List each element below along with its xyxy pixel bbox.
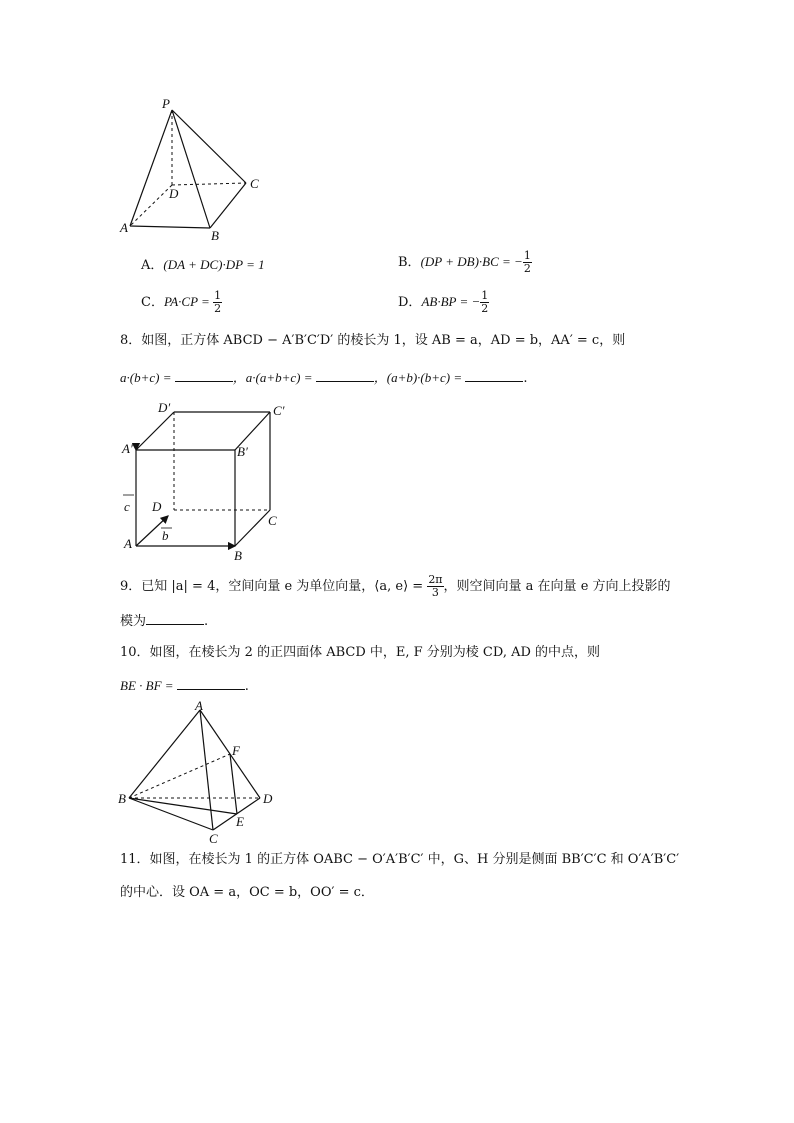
label-A: A [120, 220, 128, 235]
label-P: P [162, 96, 170, 111]
q9-line1 [120, 574, 671, 599]
label-D: D [169, 186, 179, 201]
option-A-letter: A． [141, 258, 164, 273]
edge-PA [130, 110, 172, 226]
q9-text-a: 9．已知 |a| = 4，空间向量 e 为单位向量，⟨a, e⟩ = [120, 579, 428, 594]
option-D-letter: D． [398, 295, 422, 310]
option-D-fraction [480, 290, 489, 315]
option-C-expr: PA·CP = [163, 294, 214, 309]
option-B [398, 250, 532, 275]
q9-period: . [204, 614, 209, 629]
q8-expr-1: a·(b+c) = [120, 370, 175, 385]
label-B: B [234, 548, 242, 563]
pyramid-figure [110, 92, 280, 242]
option-B-frac-den: 2 [523, 262, 531, 275]
label-D: D [152, 499, 162, 514]
label-Dp: D′ [158, 400, 171, 415]
q8-expr-2: ，a·(a+b+c) = [232, 370, 316, 385]
label-Cp: C′ [273, 403, 285, 418]
q8-period: . [523, 371, 528, 386]
option-A-expr: (DA + DC)·DP = 1 [163, 257, 265, 272]
q9-blank[interactable] [146, 612, 204, 625]
edge-BC [210, 183, 246, 228]
option-D-frac-num: 1 [481, 289, 489, 302]
q9-text-c: 模为 [120, 614, 147, 629]
q9-frac-num: 2π [428, 573, 443, 586]
option-B-letter: B． [398, 255, 421, 270]
option-B-expr: (DP + DB)·BC = − [420, 254, 523, 269]
edge-CB [235, 510, 270, 546]
q8-line2 [120, 369, 528, 388]
q9-line2 [120, 612, 208, 631]
option-C-fraction [213, 290, 222, 315]
edge-ApDp [136, 412, 174, 450]
option-A [141, 254, 265, 273]
option-C [141, 290, 222, 315]
edge-AB [130, 226, 210, 228]
label-D: D [263, 791, 273, 806]
q10-line1: 10．如图，在棱长为 2 的正四面体 ABCD 中，E, F 分别为棱 CD, AD 的中点，则 [120, 645, 601, 660]
label-B: B [118, 791, 126, 806]
option-B-fraction [523, 250, 532, 275]
q10-expr: BE · BF = [120, 678, 177, 693]
option-C-letter: C． [141, 295, 164, 310]
label-F: F [232, 743, 240, 758]
q9-fraction [427, 574, 443, 599]
label-C: C [209, 831, 218, 846]
q11-line1: 11．如图，在棱长为 1 的正方体 OABC − O′A′B′C′ 中，G、H 分别是侧面 BB′C′C 和 O′A′B′C′ [120, 852, 680, 867]
label-vector-b: b [162, 528, 169, 543]
q8-line1: 8．如图，正方体 ABCD − A′B′C′D′ 的棱长为 1，设 AB = a，AD = b，AA′ = c，则 [120, 333, 626, 348]
q10-blank[interactable] [177, 677, 245, 690]
option-D [398, 290, 489, 315]
edge-PB [172, 110, 210, 228]
option-C-frac-den: 2 [214, 302, 222, 315]
q8-expr-3: ，(a+b)·(b+c) = [373, 370, 466, 385]
label-Ap: A′ [122, 441, 133, 456]
label-E: E [236, 814, 244, 829]
q8-blank-1[interactable] [175, 369, 233, 382]
label-A: A [124, 536, 132, 551]
segment-BE [129, 798, 237, 814]
edge-AC [200, 710, 213, 830]
label-B: B [211, 228, 219, 242]
label-A: A [195, 698, 203, 713]
option-B-frac-num: 1 [523, 249, 531, 262]
label-vector-c: c [124, 499, 130, 514]
edge-DA-hidden [130, 185, 172, 226]
edge-PC [172, 110, 246, 183]
option-D-frac-den: 2 [481, 302, 489, 315]
q8-blank-3[interactable] [465, 369, 523, 382]
option-D-expr: AB·BP = − [421, 294, 481, 309]
q11-line2: 的中心．设 OA = a，OC = b，OO′ = c． [120, 885, 374, 900]
edge-AB [129, 710, 200, 798]
tetrahedron-figure [115, 698, 285, 846]
option-C-frac-num: 1 [214, 289, 222, 302]
edge-DC-hidden [172, 183, 246, 185]
q9-text-b: ，则空间向量 a 在向量 e 方向上投影的 [443, 579, 671, 594]
q8-blank-2[interactable] [316, 369, 374, 382]
q9-frac-den: 3 [431, 586, 439, 599]
edge-BC [129, 798, 213, 830]
segment-BF-hidden [129, 754, 230, 798]
q10-line2 [120, 677, 249, 696]
label-C: C [268, 513, 277, 528]
q10-period: . [244, 679, 249, 694]
label-C: C [250, 176, 259, 191]
cube-figure [118, 398, 288, 563]
label-Bp: B′ [237, 444, 248, 459]
